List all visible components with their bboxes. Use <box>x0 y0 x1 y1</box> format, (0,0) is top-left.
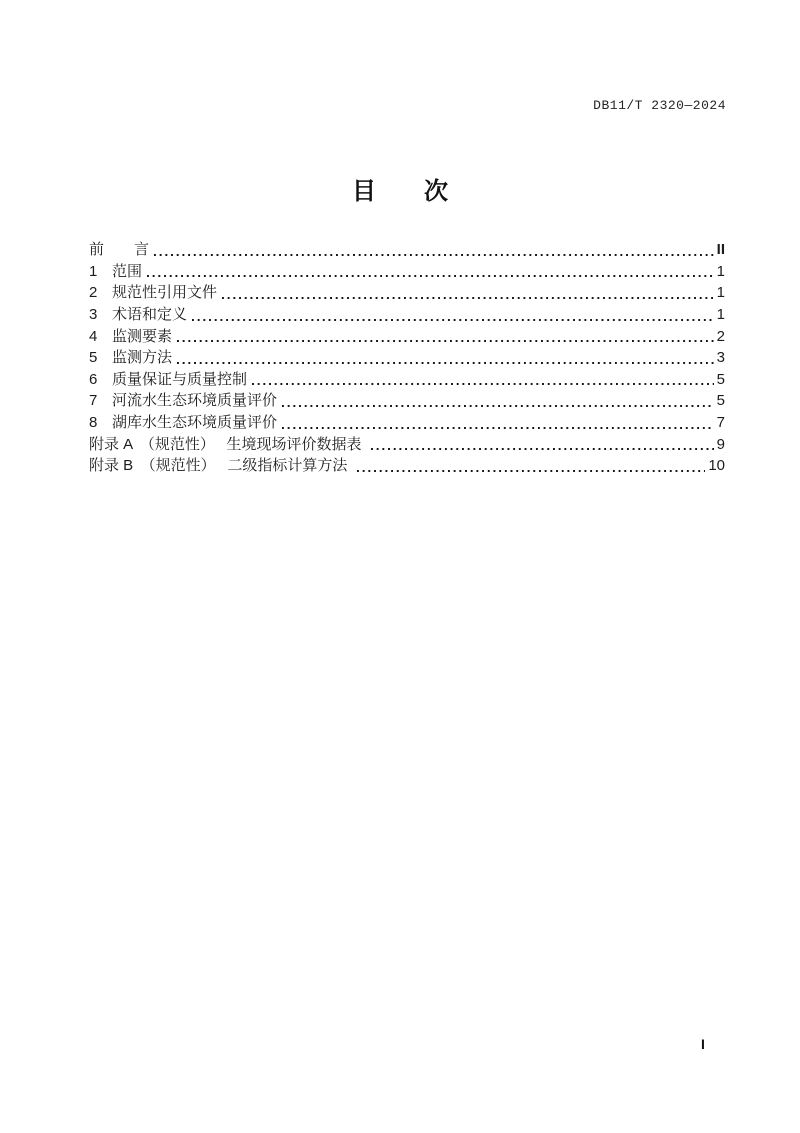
toc-entry-page: 3 <box>716 349 725 367</box>
toc-entry-label: 河流水生态环境质量评价 <box>112 392 278 410</box>
toc-entry <box>89 347 725 369</box>
dot-leader <box>177 326 714 348</box>
toc-entry-page: 9 <box>716 435 725 453</box>
toc-entry-number: 1 <box>89 262 98 280</box>
toc-entry <box>89 239 725 261</box>
toc-entry-page: 5 <box>716 370 725 388</box>
toc-entry <box>89 434 725 456</box>
toc-entry-page: 10 <box>708 457 725 475</box>
toc-entry-page: 2 <box>716 327 725 345</box>
page-title: 目 次 <box>352 178 448 205</box>
toc-entry-page: 1 <box>716 262 725 280</box>
toc-entry-label: 附录 A （规范性） 生境现场评价数据表 <box>89 435 366 453</box>
toc-entry-page: 5 <box>716 392 725 410</box>
toc-entry-page: 7 <box>716 414 725 432</box>
dot-leader <box>154 239 714 261</box>
dot-leader <box>282 412 714 434</box>
toc-entry-page: II <box>716 241 725 258</box>
toc-entry-page: 1 <box>716 284 725 302</box>
toc-entry <box>89 369 725 391</box>
toc-entry-number: 7 <box>89 392 98 410</box>
dot-leader <box>282 390 714 412</box>
dot-leader <box>252 369 714 391</box>
toc-entry-label: 前 言 <box>89 241 150 258</box>
dot-leader <box>192 304 714 326</box>
toc-entry-label: 范围 <box>112 262 143 280</box>
footer-page-number: I <box>701 1036 705 1052</box>
dot-leader <box>222 282 714 304</box>
dot-leader <box>357 455 706 477</box>
toc-entry-label: 规范性引用文件 <box>112 284 218 302</box>
toc-entry <box>89 412 725 434</box>
toc-entry-label: 监测要素 <box>112 327 173 345</box>
dot-leader <box>371 434 714 456</box>
toc-entry <box>89 390 725 412</box>
toc-entry-label: 质量保证与质量控制 <box>112 370 248 388</box>
dot-leader <box>147 261 714 283</box>
table-of-contents <box>89 239 725 477</box>
toc-entry-number: 6 <box>89 370 98 388</box>
toc-entry-label: 附录 B （规范性） 二级指标计算方法 <box>89 457 352 475</box>
toc-entry <box>89 455 725 477</box>
toc-entry-page: 1 <box>716 305 725 323</box>
toc-entry-number: 2 <box>89 284 98 302</box>
toc-entry-number: 3 <box>89 305 98 323</box>
toc-entry-number: 8 <box>89 414 98 432</box>
toc-entry-number: 5 <box>89 349 98 367</box>
dot-leader <box>177 347 714 369</box>
toc-entry <box>89 326 725 348</box>
toc-entry-number: 4 <box>89 327 98 345</box>
toc-entry <box>89 282 725 304</box>
toc-entry <box>89 304 725 326</box>
toc-entry-label: 术语和定义 <box>112 305 188 323</box>
toc-entry-label: 湖库水生态环境质量评价 <box>112 414 278 432</box>
standard-code-header: DB11/T 2320—2024 <box>593 98 726 113</box>
toc-entry <box>89 261 725 283</box>
toc-entry-label: 监测方法 <box>112 349 173 367</box>
